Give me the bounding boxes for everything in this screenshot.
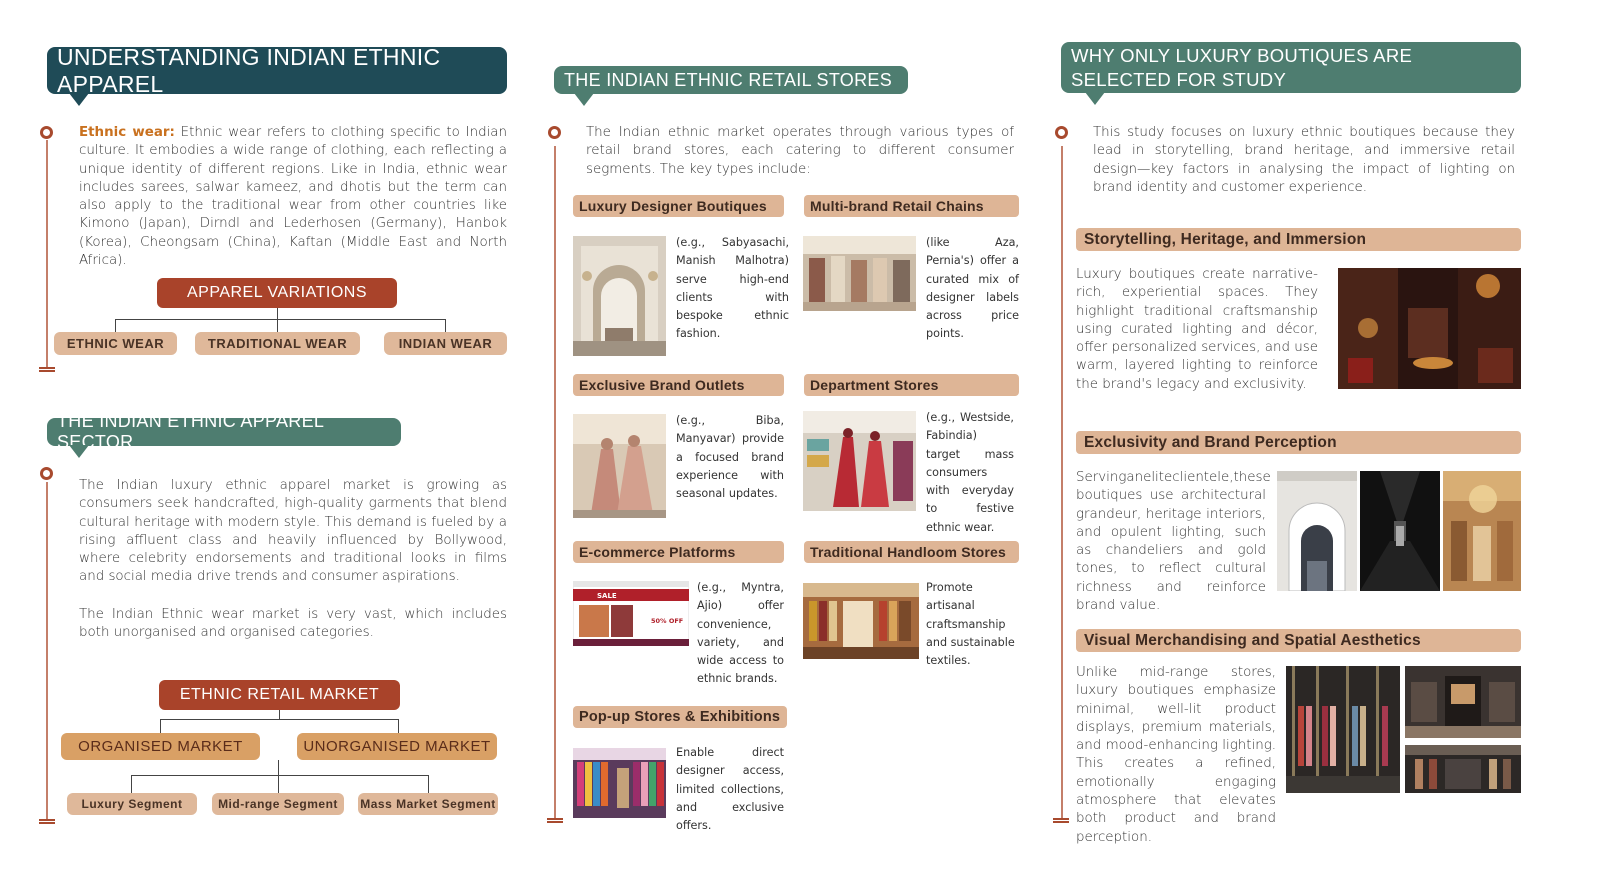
section-title-visual-merchandising: Visual Merchandising and Spatial Aesthetics [1076,629,1521,652]
connector [279,710,280,719]
variation-label: INDIAN WEAR [398,336,493,351]
connector [445,319,446,332]
timeline-end [1053,818,1069,823]
section-banner-sector [47,411,401,452]
card-text-exclusive-outlets: (e.g., Biba, Manyavar) provide a focused brand experience with seasonal updates. [676,414,784,501]
timeline-end [39,819,55,824]
timeline-bullet [40,467,53,480]
connector [131,775,428,776]
timeline-bullet [548,126,561,139]
unorganised-label: UNORGANISED MARKET [303,738,491,755]
timeline-line [46,482,48,820]
connector [278,760,279,775]
organised-label: ORGANISED MARKET [78,738,243,755]
retail-intro-paragraph: The Indian ethnic market operates through various types of retail brand stores, each catering to different consumer segments. The key types include: [586,125,1014,177]
section-title-exclusivity: Exclusivity and Brand Perception [1076,431,1521,454]
display-rack-photo [1286,666,1400,793]
connector [131,775,132,793]
ecom-sale-text: SALE [597,592,617,600]
section-banner-understanding [47,43,507,97]
boutique-facade-photo [1277,471,1357,591]
sector-paragraph-2: The Indian Ethnic wear market is very vast, which includes both unorganised and organised categories. [79,607,507,641]
ethnic-retail-market-box [159,680,400,710]
connector [398,719,399,733]
card-title-multibrand: Multi-brand Retail Chains [804,195,1019,217]
section-banner-retail-stores [554,66,908,94]
card-title-luxury-designer: Luxury Designer Boutiques [573,195,784,217]
chandelier-interior-photo [1443,471,1521,591]
handloom-store-photo [803,583,919,659]
timeline-line [554,146,556,819]
segment-label: Mass Market Segment [360,797,496,811]
timeline-line [46,140,48,368]
card-title-handloom: Traditional Handloom Stores [804,541,1019,563]
card-title-ecommerce: E-commerce Platforms [573,541,784,563]
variation-label: ETHNIC WEAR [66,336,165,351]
variation-box [54,332,177,355]
banner-title: THE INDIAN ETHNIC RETAIL STORES [564,69,893,90]
ecom-offer-text: 50% OFF [651,617,684,625]
apparel-variations-label: APPAREL VARIATIONS [186,284,367,301]
section-text-visual-merchandising: Unlike mid-range stores, luxury boutiques emphasize minimal, well-lit product displays, premium materials, and mood-enhancing lighting. This creates a refined, emotionally engaging atmosphere that elevates both product and brand perception. [1076,665,1276,845]
segment-box [212,793,344,815]
why-luxury-intro: This study focuses on luxury ethnic boutiques because they lead in storytelling, brand heritage, and immersive retail design—key factors in analysing the impact of lighting on brand identity and customer experience. [1093,125,1515,195]
connector [277,319,278,332]
segment-label: Mid-range Segment [218,797,338,811]
section-text-storytelling: Luxury boutiques create narrative-rich, experiential spaces. They highlight traditional craftsmanship using curated lighting and décor, offer personalized services, and use warm, layered lighting to reinforce the brand's legacy and exclusivity. [1076,267,1318,392]
market-title-label: ETHNIC RETAIL MARKET [179,686,380,703]
sector-paragraph-1: The Indian luxury ethnic apparel market is growing as consumers seek handcrafted, high-quality garments that blend cultural heritage with modern style. This demand is fueled by a rising affluent class and heavily influenced by Bollywood, where celebrity endorsements and traditional looks in films and social media drive trends and consumer aspirations. [79,478,507,585]
connector [277,308,278,319]
connector [160,719,161,733]
heritage-interior-photo [1338,268,1521,389]
ethnic-wear-text: Ethnic wear refers to clothing specific to Indian culture. It embodies a wide range of clothing, each reflecting a unique identity of different regions. Like in India, ethnic wear includes sarees, salwar kameez, and dhotis but the term can also apply to the traditional wear from other countries like Kimono (Japan), Dirndl and Lederhosen (Germany), Hanbok (Korea), Cheongsam (China), Kaftan (Middle East and North Africa). [79,125,507,269]
connector [428,775,429,793]
banner-title: WHY ONLY LUXURY BOUTIQUES ARE SELECTED FOR STUDY [1071,45,1413,90]
segment-box [358,793,498,815]
ethnic-wear-lead: Ethnic wear: [79,125,175,140]
connector [115,319,116,332]
card-title-department-stores: Department Stores [804,374,1019,396]
luxury-boutique-photo [573,236,666,356]
organised-market-box [61,733,260,760]
exclusive-outlet-photo [573,414,666,518]
variation-box [195,332,360,355]
ecommerce-screenshot [573,581,689,646]
card-title-exclusive-outlets: Exclusive Brand Outlets [573,374,784,396]
variation-box [384,332,507,355]
card-text-luxury-designer: (e.g., Sabyasachi, Manish Malhotra) serve high-end clients with bespoke ethnic fashion. [676,236,789,341]
timeline-end [39,367,55,372]
card-title-popup: Pop-up Stores & Exhibitions [573,706,787,728]
connector [115,319,445,320]
timeline-bullet [1055,126,1068,139]
dark-corridor-photo [1360,471,1440,591]
ethnic-wear-paragraph [79,124,507,270]
section-banner-why-luxury [1061,42,1521,93]
banner-title: THE INDIAN ETHNIC APPAREL SECTOR [57,411,324,452]
card-text-ecommerce: (e.g., Myntra, Ajio) offer convenience, variety, and wide access to ethnic brands. [697,581,784,686]
timeline-end [547,818,563,823]
showroom-photo-top [1405,666,1521,738]
timeline-bullet [40,126,53,139]
section-text-exclusivity: Servinganeliteclientele,these boutiques use architectural grandeur, heritage interiors, and opulent lighting, such as chandeliers and gold tones, to reflect cultural richness and reinforce brand value. [1076,470,1271,614]
section-title-storytelling: Storytelling, Heritage, and Immersion [1076,228,1521,251]
multibrand-store-photo [803,236,916,311]
department-store-photo [803,411,916,511]
segment-label: Luxury Segment [81,797,183,811]
showroom-photo-bottom [1405,745,1521,793]
card-text-handloom: Promote artisanal craftsmanship and sustainable textiles. [926,581,1015,668]
card-text-popup: Enable direct designer access, limited collections, and exclusive offers. [676,746,784,833]
unorganised-market-box [297,733,497,760]
segment-box [67,793,197,815]
variation-label: TRADITIONAL WEAR [207,336,348,351]
apparel-variations-box [157,278,397,308]
connector [278,775,279,793]
connector [160,719,398,720]
popup-exhibition-photo [573,748,666,818]
timeline-line [1061,146,1063,819]
card-text-multibrand: (like Aza, Pernia's) offer a curated mix of designer labels across price points. [926,236,1019,341]
card-text-department-stores: (e.g., Westside, Fabindia) target mass consumers with everyday to festive ethnic wear. [926,411,1014,534]
banner-title: UNDERSTANDING INDIAN ETHNIC APPAREL [57,43,441,97]
